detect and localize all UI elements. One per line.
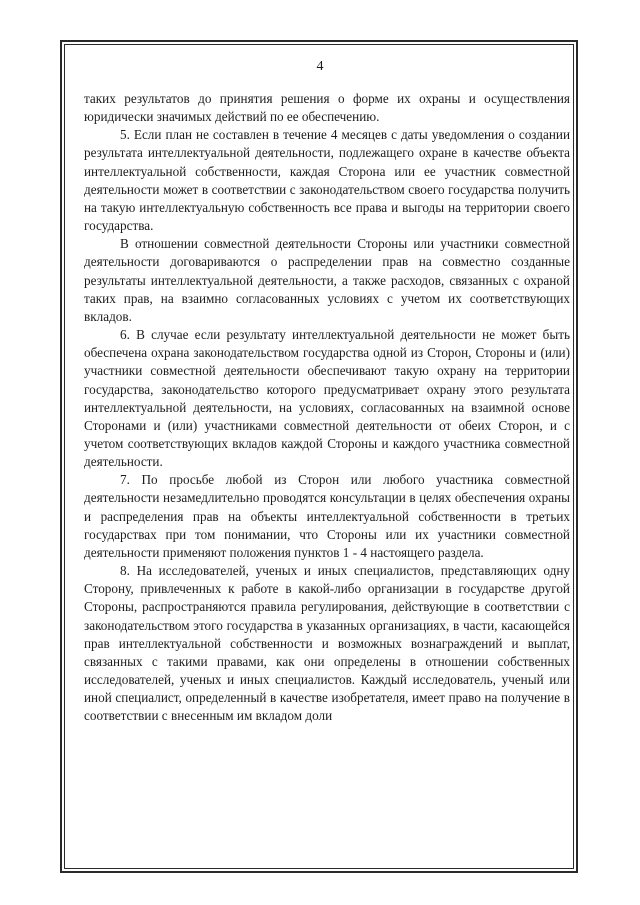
paragraph-item-6: 6. В случае если результату интеллектуальной деятельности не может быть обеспечена охрана законодательством государства одной из Сторон, Стороны и (или) участники совместной деятельности обеспечивают такую охрану на территории государства, законодательство которого предусматривает охрану этого результата интеллектуальной деятельности, на условиях, согласованных на взаимной основе Сторонами и (или) участниками совместной деятельности от обеих Сторон, и с учетом соответствующих вкладов каждой Стороны и каждого участника совместной деятельности. <box>84 327 570 470</box>
paragraph-item-5: 5. Если план не составлен в течение 4 месяцев с даты уведомления о создании результата интеллектуальной деятельности, подлежащего охране в качестве объекта интеллектуальной собственности, каждая Сторона или ее участник совместной деятельности может в соответствии с законодательством своего государства получить на такую интеллектуальную собственность все права и выгоды на территории своего государства. <box>84 127 570 234</box>
page-number: 4 <box>316 59 324 74</box>
document-body <box>84 90 570 725</box>
paragraph-joint-activity: В отношении совместной деятельности Стороны или участники совместной деятельности договариваются о распределении прав на совместно созданные результаты интеллектуальной деятельности, а также расходов, связанных с охраной таких прав, на взаимно согласованных условиях с учетом их соответствующих вкладов. <box>84 236 570 324</box>
paragraph-continuation: таких результатов до принятия решения о форме их охраны и осуществления юридически значимых действий по ее обеспечению. <box>84 91 570 125</box>
paragraph-item-8: 8. На исследователей, ученых и иных специалистов, представляющих одну Сторону, привлеченных к работе в какой-либо организации в государстве другой Стороны, распространяются правила регулирования, действующие в соответствии с законодательством этого государства в указанных организациях, в части, касающейся прав интеллектуальной собственности и возможных вознаграждений и выплат, связанных с такими правами, как они определены в отношении собственных исследователей, ученых и иных специалистов. Каждый исследователь, ученый или иной специалист, определенный в качестве изобретателя, имеет право на получение в соответствии с внесенным им вкладом доли <box>84 563 570 724</box>
paragraph-item-7: 7. По просьбе любой из Сторон или любого участника совместной деятельности незамедлительно проводятся консультации в целях обеспечения охраны и распределения прав на объекты интеллектуальной собственности в третьих государствах при том понимании, что Стороны или их участники совместной деятельности применяют положения пунктов 1 - 4 настоящего раздела. <box>84 472 570 560</box>
